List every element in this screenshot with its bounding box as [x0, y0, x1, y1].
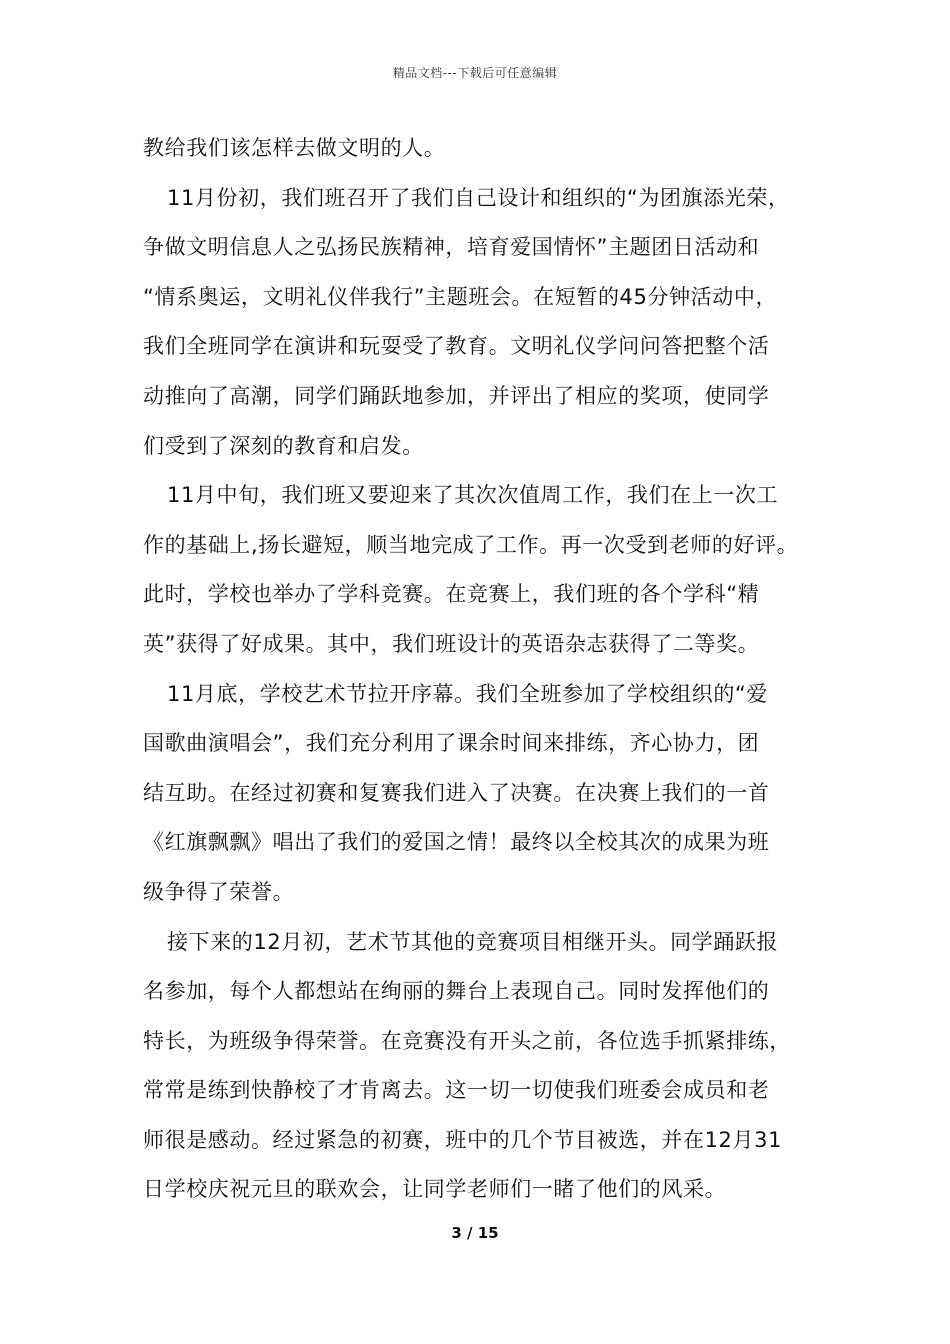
- body-line: 名参加，每个人都想站在绚丽的舞台上表现自己。同时发挥他们的: [143, 979, 770, 1004]
- body-line: 教给我们该怎样去做文明的人。: [143, 136, 446, 160]
- document-body: [143, 124, 815, 1215]
- body-line: 动推向了高潮，同学们踊跃地参加，并评出了相应的奖项，使同学: [143, 383, 770, 408]
- body-line: 我们全班同学在演讲和玩耍受了教育。文明礼仪学问问答把整个活: [143, 334, 770, 359]
- body-line: 国歌曲演唱会”，我们充分利用了课余时间来排练，齐心协力，团: [143, 731, 760, 756]
- body-line: 争做文明信息人之弘扬民族精神，培育爱国情怀”主题团日活动和: [143, 235, 760, 260]
- page-separator: /: [461, 1224, 478, 1242]
- page-current: 3: [451, 1224, 462, 1242]
- body-line: 级争得了荣誉。: [143, 879, 295, 904]
- body-line: 11月底，学校艺术节拉开序幕。我们全班参加了学校组织的“爱: [167, 681, 768, 706]
- page-total: 15: [477, 1224, 499, 1242]
- body-line: 结互助。在经过初赛和复赛我们进入了决赛。在决赛上我们的一首: [143, 780, 770, 805]
- body-line: 11月份初，我们班召开了我们自己设计和组织的“为团旗添光荣，: [167, 185, 790, 210]
- body-line: 11月中旬，我们班又要迎来了其次次值周工作，我们在上一次工: [167, 483, 779, 508]
- body-line: 英”获得了好成果。其中，我们班设计的英语杂志获得了二等奖。: [143, 631, 760, 656]
- body-line: 作的基础上,扬长避短，顺当地完成了工作。再一次受到老师的好评。: [143, 532, 799, 557]
- page-number: [0, 1224, 950, 1242]
- body-line: 接下来的12月初，艺术节其他的竞赛项目相继开头。同学踊跃报: [167, 929, 779, 954]
- body-line: 特长，为班级争得荣誉。在竞赛没有开头之前，各位选手抓紧排练，: [143, 1028, 791, 1053]
- body-line: 《红旗飘飘》唱出了我们的爱国之情！最终以全校其次的成果为班: [143, 830, 770, 855]
- body-line: 师很是感动。经过紧急的初赛，班中的几个节目被选，并在12月31: [143, 1127, 783, 1152]
- page-header: 精品文档---下载后可任意编辑: [392, 66, 558, 80]
- body-line: 日学校庆祝元旦的联欢会，让同学老师们一睹了他们的风采。: [143, 1177, 727, 1202]
- body-line: 此时，学校也举办了学科竞赛。在竞赛上，我们班的各个学科“精: [143, 582, 760, 607]
- body-line: 们受到了深刻的教育和启发。: [143, 433, 424, 458]
- body-line: “情系奥运，文明礼仪伴我行”主题班会。在短暂的45分钟活动中，: [143, 284, 778, 309]
- body-line: 常常是练到快静校了才肯离去。这一切一切使我们班委会成员和老: [143, 1078, 770, 1103]
